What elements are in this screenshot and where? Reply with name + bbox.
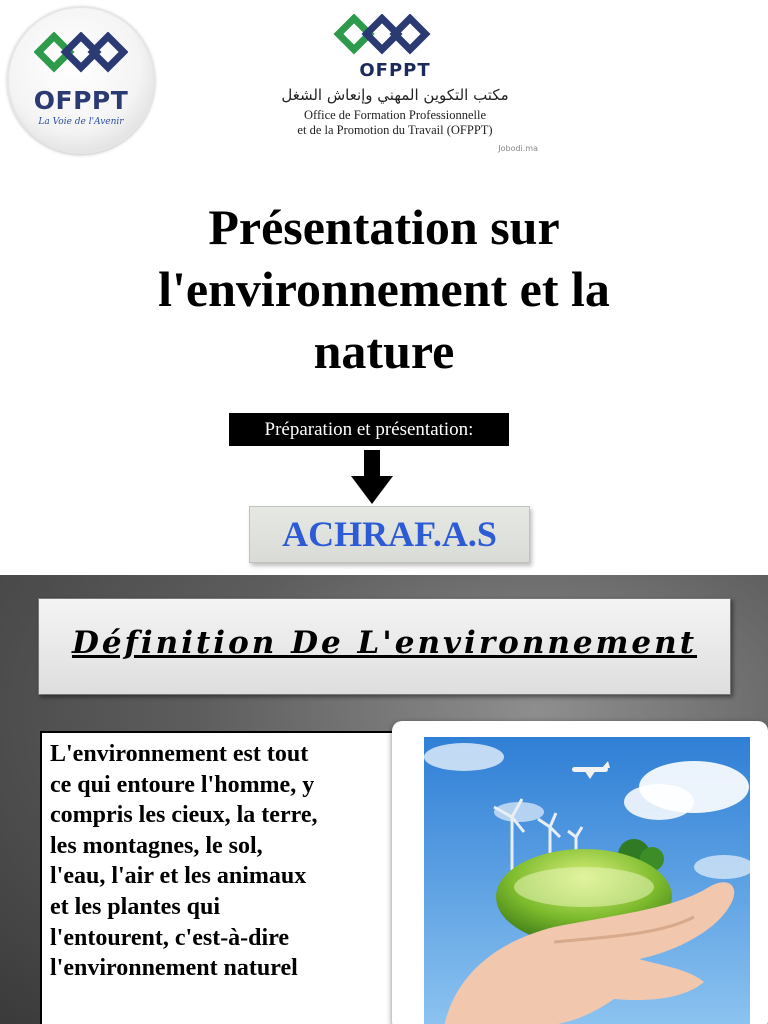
definition-paragraph bbox=[50, 739, 416, 984]
ofppt-brand-text: OFPPT bbox=[359, 60, 431, 81]
title-line: l'environnement et la bbox=[158, 261, 610, 317]
ofppt-office-logo bbox=[240, 10, 550, 160]
definition-text-box bbox=[40, 731, 420, 1024]
ofppt-badge-logo bbox=[7, 6, 155, 154]
author-name: ACHRAF.A.S bbox=[249, 506, 530, 563]
watermark-source: Jobodi.ma bbox=[498, 144, 538, 153]
definition-slide bbox=[0, 575, 768, 1024]
ofppt-full-name-line1: Office de Formation Professionnelle bbox=[303, 108, 487, 122]
definition-line: l'entourent, c'est-à-dire bbox=[50, 924, 290, 951]
definition-line: ce qui entoure l'homme, y bbox=[50, 771, 315, 798]
definition-line: les montagnes, le sol, bbox=[50, 832, 263, 859]
ofppt-logo-icon bbox=[332, 14, 432, 58]
ofppt-logo-icon bbox=[34, 32, 128, 76]
ofppt-full-name-line2: et de la Promotion du Travail (OFPPT) bbox=[297, 123, 493, 137]
definition-line: et les plantes qui bbox=[50, 893, 221, 920]
earth-in-hand-image bbox=[424, 737, 750, 1024]
presentation-title bbox=[30, 196, 738, 382]
slide-heading: Définition De L'environnement bbox=[71, 625, 698, 661]
ofppt-tagline: La Voie de l'Avenir bbox=[38, 117, 124, 127]
title-line: nature bbox=[313, 323, 455, 379]
ofppt-brand-text: OFPPT bbox=[33, 86, 129, 115]
definition-line: l'environnement naturel bbox=[50, 955, 298, 982]
title-line: Présentation sur bbox=[208, 199, 560, 255]
preparation-label: Préparation et présentation: bbox=[229, 413, 509, 446]
definition-line: l'eau, l'air et les animaux bbox=[50, 863, 307, 890]
down-arrow-icon bbox=[351, 450, 393, 504]
definition-line: L'environnement est tout bbox=[50, 741, 309, 767]
ofppt-arabic-name: مكتب التكوين المهني وإنعاش الشغل bbox=[281, 86, 509, 104]
heading-banner bbox=[38, 598, 731, 695]
definition-line: compris les cieux, la terre, bbox=[50, 802, 318, 829]
